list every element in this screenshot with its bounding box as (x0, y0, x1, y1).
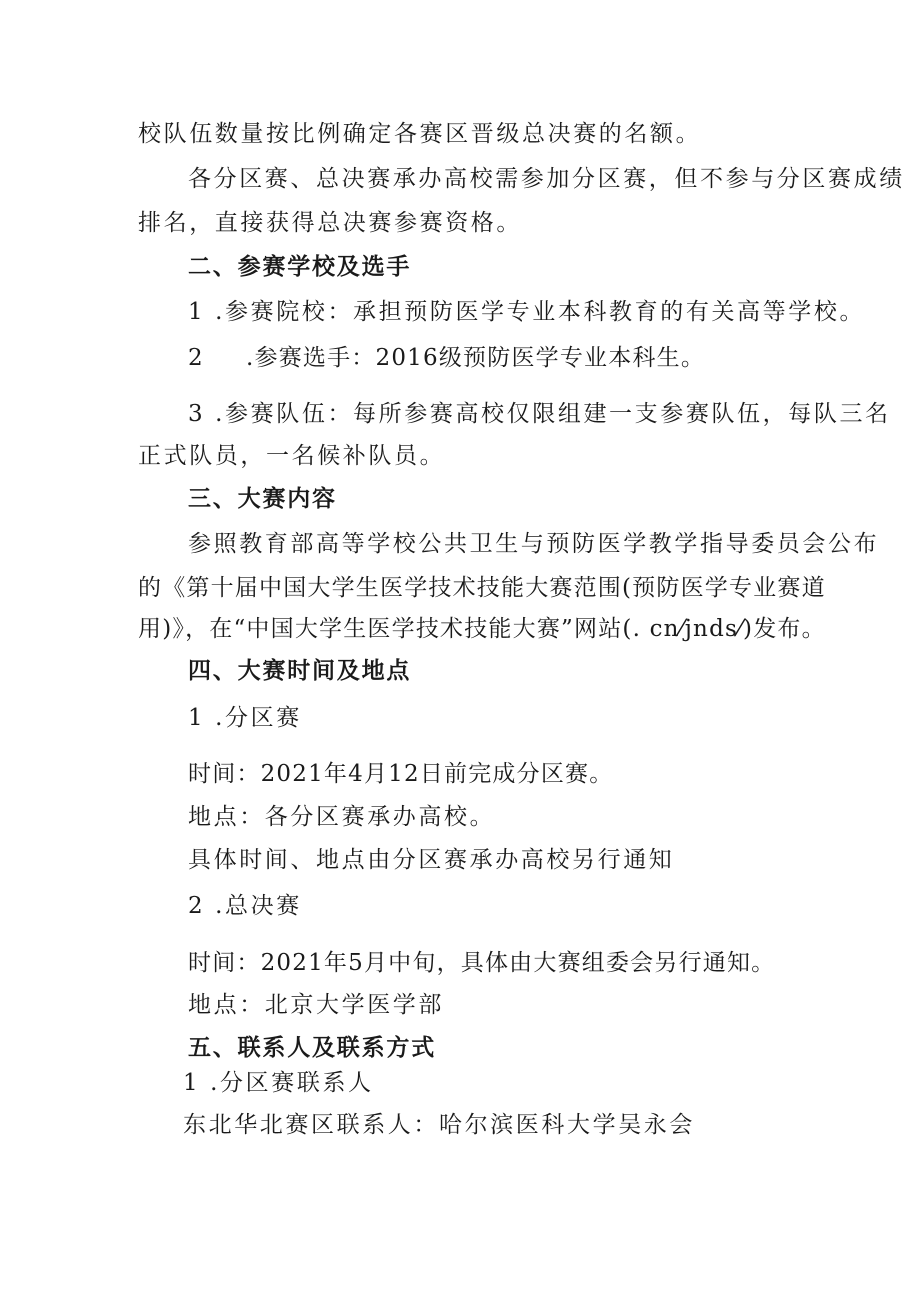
list-item-continuation: 正式队员，一名候补队员。 (138, 443, 446, 469)
subsection-title: 2 .总决赛 (188, 893, 302, 919)
info-line: 地点：北京大学医学部 (188, 992, 444, 1018)
info-line: 时间：2021年5月中旬，具体由大赛组委会另行通知。 (188, 950, 776, 976)
paragraph-line: 排名，直接获得总决赛参赛资格。 (138, 210, 522, 236)
list-item-number: 2 (188, 345, 206, 371)
section-heading-participants: 二、参赛学校及选手 (188, 254, 412, 280)
paragraph-continuation: 校队伍数量按比例确定各赛区晋级总决赛的名额。 (138, 121, 702, 147)
subsection-title: 1 .分区赛联系人 (183, 1070, 374, 1096)
section-heading-contacts: 五、联系人及联系方式 (188, 1035, 436, 1061)
contact-line: 东北华北赛区联系人：哈尔滨医科大学吴永会 (183, 1112, 695, 1138)
list-item: .参赛选手：2016级预防医学专业本科生。 (246, 345, 706, 371)
section-heading-content: 三、大赛内容 (188, 486, 337, 512)
list-item: 3 .参赛队伍：每所参赛高校仅限组建一支参赛队伍，每队三名 (188, 401, 891, 427)
paragraph-line: 用)》，在“中国大学生医学技术技能大赛”网站(. cn⁄jnds⁄)发布。 (138, 616, 826, 642)
info-line: 具体时间、地点由分区赛承办高校另行通知 (188, 847, 675, 873)
paragraph-line: 参照教育部高等学校公共卫生与预防医学教学指导委员会公布 (188, 531, 880, 557)
info-line: 时间：2021年4月12日前完成分区赛。 (188, 761, 614, 787)
paragraph-line: 各分区赛、总决赛承办高校需参加分区赛，但不参与分区赛成绩 (188, 166, 905, 192)
list-item: 1 .参赛院校：承担预防医学专业本科教育的有关高等学校。 (188, 299, 866, 325)
info-line: 地点：各分区赛承办高校。 (188, 804, 496, 830)
section-heading-schedule: 四、大赛时间及地点 (188, 658, 412, 684)
subsection-title: 1 .分区赛 (188, 705, 302, 731)
paragraph-line: 的《第十届中国大学生医学技术技能大赛范围(预防医学专业赛道 (138, 575, 826, 601)
